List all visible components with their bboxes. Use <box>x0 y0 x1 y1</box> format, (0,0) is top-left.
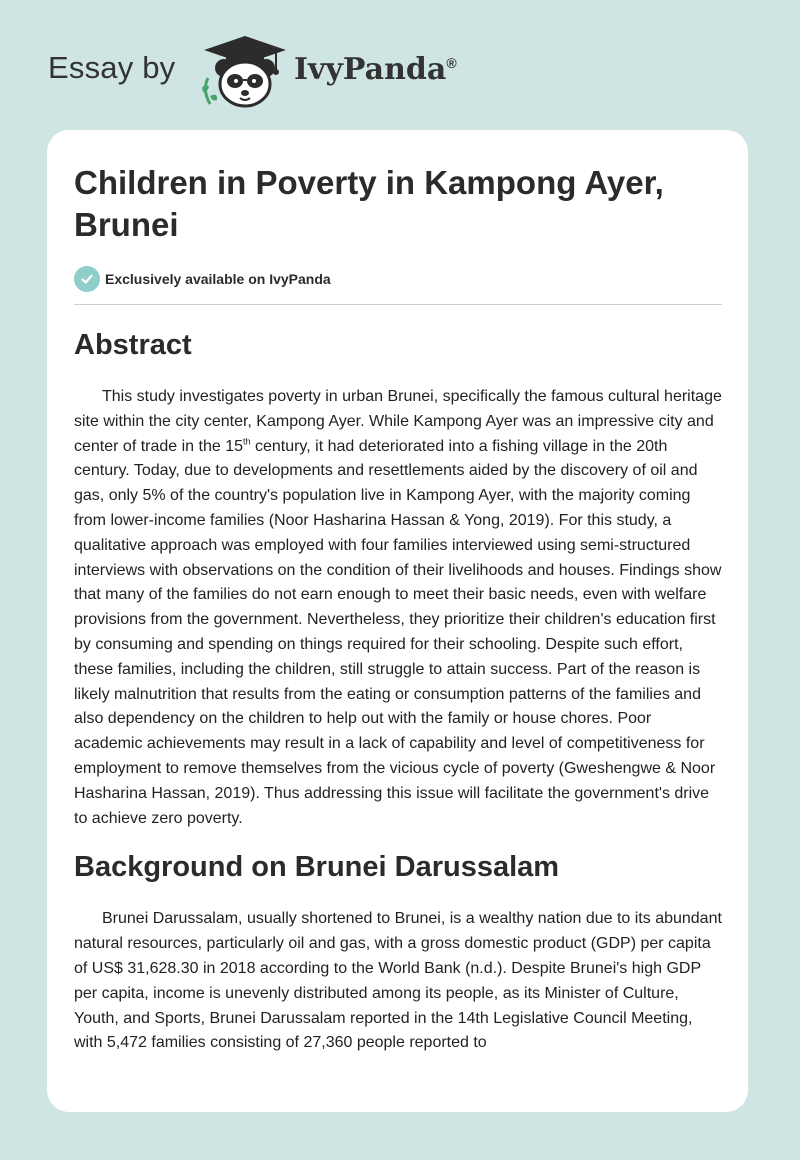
check-circle-icon <box>74 266 100 292</box>
exclusive-badge <box>74 266 724 292</box>
trademark-mark: ® <box>446 55 457 71</box>
document-card <box>47 130 748 1112</box>
document-content <box>74 162 724 1056</box>
page-title: Children in Poverty in Kampong Ayer, Brunei <box>74 164 664 243</box>
background-paragraph: Brunei Darussalam, usually shortened to Brunei, is a wealthy nation due to its abundant natural resources, particularly oil and gas, with a gross domestic product (GDP) per capita of US$ 31,628.30 in 2018 according to the World Bank (n.d.). Despite Brunei's high GDP per capita, income is unevenly distributed among its people, as its Minister of Culture, Youth, and Sports, Brunei Darussalam reported in the 14th Legislative Council Meeting, with 5,472 families consisting of 27,360 people reported to <box>74 910 722 1052</box>
brand-header <box>48 34 548 114</box>
badge-text: Exclusively available on IvyPanda <box>105 271 331 287</box>
section-heading-abstract: Abstract <box>74 329 192 361</box>
brand-name[interactable]: IvyPanda® <box>294 52 457 87</box>
brand-prefix: Essay by <box>48 50 176 85</box>
abstract-paragraph: This study investigates poverty in urban Brunei, specifically the famous cultural heritage site within the city center, Kampong Ayer. While Kampong Ayer was an impressive city and center of trade in the 15th century, it had deteriorated into a fishing village in the 20th century. Today, due to developments and resettlements aided by the discovery of oil and gas, only 5% of the country's population live in Kampong Ayer, with the majority coming from lower-income families (Noor Hasharina Hassan & Yong, 2019). For this study, a qualitative approach was employed with four families interviewed using semi-structured interviews with observations on the condition of their livelihoods and houses. Findings show that many of the families do not earn enough to meet their basic needs, even with welfare provisions from the government. Nevertheless, they prioritize their children's education first by consuming and spending on things required for their schooling. Despite such effort, these families, including the children, still struggle to attain success. Part of the reason is likely malnutrition that results from the eating or consumption patterns of the families and also dependency on the children to help out with the family or house chores. Poor academic achievements may result in a lack of capability and level of competitiveness for employment to remove themselves from the vicious cycle of poverty (Gweshengwe & Noor Hasharina Hassan, 2019). Thus addressing this issue will facilitate the government's drive to achieve zero poverty. <box>74 388 722 827</box>
superscript-th: th <box>243 436 251 447</box>
section-heading-background: Background on Brunei Darussalam <box>74 851 560 884</box>
divider <box>74 304 722 305</box>
panda-graduate-icon[interactable] <box>200 34 290 110</box>
